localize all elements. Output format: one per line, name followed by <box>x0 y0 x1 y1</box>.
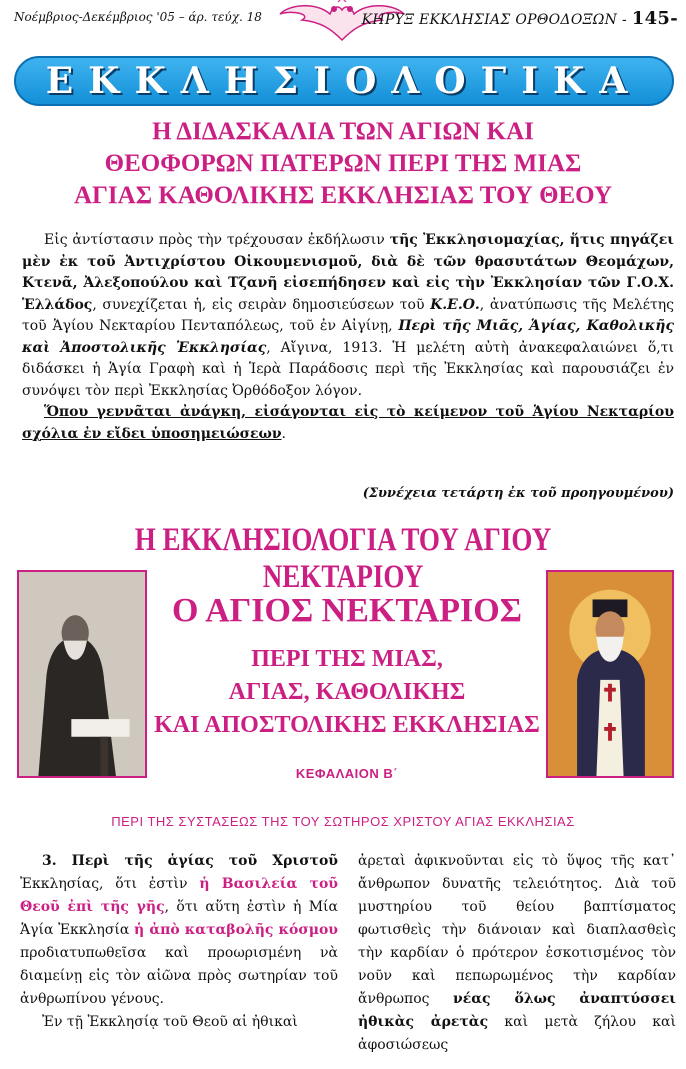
intro-text-run: , ἀνατύπωσις τῆς Μελέτης τοῦ Ἁγίου Νεκταρίου Πενταπόλεως, τοῦ ἐν Αἰγίνῃ, <box>22 296 674 334</box>
continuation-note: (Συνέχεια τετάρτη ἐκ τοῦ προηγουμένου) <box>362 486 674 501</box>
text-run: ἀρεταὶ ἀφικνοῦνται εἰς τὸ ὕψος τῆς κατ᾽ ἄνθρωπον δυνατῆς τελειότητος. Διὰ τοῦ μυστηρίου τοῦ θείου βαπτίσματος φωτισθεὶς τὴν διάνοιαν καὶ διαπλασθεὶς τὴν καρδίαν ὁ πρότερον ἐσκοτισμένος τὸν νοῦν καὶ πεπωρωμένος τὴν καρδίαν ἄνθρωπος <box>358 853 676 1007</box>
text-run: Ἐκκλησίας, ὅτι ἐστὶν <box>20 876 200 892</box>
column-left <box>20 850 338 1034</box>
page-number: 145- <box>631 8 678 29</box>
journal-header: ΚΗΡΥΞ ΕΚΚΛΗΣΙΑΣ ΟΡΘΟΔΟΞΩΝ - 145- <box>361 8 678 29</box>
saint-title: Ο ΑΓΙΟΣ ΝΕΚΤΑΡΙΟΣ <box>172 592 522 629</box>
intro-text-run: Εἰς ἀντίστασιν πρὸς τὴν τρέχουσαν ἐκδήλωσιν <box>44 232 390 248</box>
paragraph-heading: 3. Περὶ τῆς ἁγίας τοῦ Χριστοῦ <box>42 853 338 869</box>
journal-name: ΚΗΡΥΞ ΕΚΚΛΗΣΙΑΣ ΟΡΘΟΔΟΞΩΝ <box>361 12 618 28</box>
section-banner <box>14 56 674 106</box>
subtitle-line: ΑΓΙΑΣ, ΚΑΘΟΛΙΚΗΣ <box>228 679 466 705</box>
issue-info: Νοέμβριος-Δεκέμβριος '05 – άρ. τεύχ. 18 <box>14 10 262 24</box>
note-text: Ὅπου γεννᾶται ἀνάγκη, εἰσάγονται εἰς τὸ κείμενον τοῦ Ἁγίου Νεκταρίου σχόλια ἐν εἴδει ὑποσημειώσεων <box>22 404 674 442</box>
saint-icon-image <box>546 570 674 778</box>
section-title: Η ΕΚΚΛΗΣΙΟΛΟΓΙΑ ΤΟΥ ΑΓΙΟΥ ΝΕΚΤΑΡΙΟΥ <box>134 522 552 595</box>
highlight-text: ἡ ἀπὸ καταβολῆς κόσμου <box>134 922 338 938</box>
article-title <box>10 116 676 212</box>
chapter-title: ΠΕΡΙ ΤΗΣ ΣΥΣΤΑΣΕΩΣ ΤΗΣ ΤΟΥ ΣΩΤΗΡΟΣ ΧΡΙΣΤΟΥ ΑΓΙΑΣ ΕΚΚΛΗΣΙΑΣ <box>111 814 575 829</box>
paragraph <box>20 850 338 1011</box>
column-right <box>358 850 676 1057</box>
text-run: , ὅτι αὕτη ἐστὶν ἡ Μία Ἁγία Ἐκκλησία <box>20 899 338 938</box>
note-paragraph <box>22 402 674 445</box>
paragraph <box>358 850 676 1057</box>
highlight-text: ἡ Βασιλεία τοῦ Θεοῦ ἐπὶ τῆς γῆς <box>20 876 338 915</box>
intro-text-run: , Αἴγινα, 1913. Ἡ μελέτη αὐτὴ ἀνακεφαλαιώνει ὅ,τι διδάσκει ἡ Ἁγία Γραφὴ καὶ ἡ Ἱερὰ Παράδοσις περὶ τῆς Ἐκκλησίας καὶ παρουσιάζει ἐν συνόψει τὸν περὶ Ἐκκλησίας Ὀρθόδοξον λόγον. <box>22 339 674 399</box>
saint-photo <box>17 570 147 778</box>
intro-bold-run: τῆς Ἐκκλησιομαχίας, ἥτις πηγάζει μὲν ἐκ τοῦ Ἀντιχρίστου Οἰκουμενισμοῦ, διὰ δὲ τῶν θρασυτάτων Θεομάχων, Κτενᾶ, Ἀλεξοπούλου καὶ Τζανῆ εἰσεπήδησεν καὶ εἰς τὴν Ἐκκλησίαν τῶν Γ.Ο.Χ. Ἑλλάδος <box>22 232 674 313</box>
title-line: Η ΔΙΔΑΣΚΑΛΙΑ ΤΩΝ ΑΓΙΩΝ ΚΑΙ <box>152 118 534 145</box>
banner-text: ΕΚΚΛΗΣΙΟΛΟΓΙΚΑ <box>45 60 643 102</box>
intro-text <box>22 230 674 445</box>
title-line: ΘΕΟΦΟΡΩΝ ΠΑΤΕΡΩΝ ΠΕΡΙ ΤΗΣ ΜΙΑΣ <box>104 150 582 177</box>
intro-paragraph <box>22 230 674 402</box>
bold-text: νέας ὅλως ἀναπτύσσει ἠθικὰς ἀρετὰς <box>358 991 676 1030</box>
text-run: καὶ μετὰ ζήλου καὶ ἀφοσιώσεως <box>358 1014 676 1053</box>
text-run: προδιατυπωθεῖσα καὶ προωρισμένη νὰ διαμείνῃ εἰς τὸν αἰῶνα πρὸς σωτηρίαν τοῦ ἀνθρωπίνου γένους. <box>20 945 338 1007</box>
keo-abbrev: Κ.Ε.Ο. <box>430 296 480 313</box>
study-title: Περὶ τῆς Μιᾶς, Ἁγίας, Καθολικῆς καὶ Ἀποστολικῆς Ἐκκλησίας <box>22 318 674 356</box>
paragraph: Ἐν τῇ Ἐκκλησίᾳ τοῦ Θεοῦ αἱ ἠθικαὶ <box>42 1014 298 1030</box>
saint-subtitle <box>150 643 544 742</box>
title-line: ΑΓΙΑΣ ΚΑΘΟΛΙΚΗΣ ΕΚΚΛΗΣΙΑΣ ΤΟΥ ΘΕΟΥ <box>73 182 613 209</box>
subtitle-line: ΠΕΡΙ ΤΗΣ ΜΙΑΣ, <box>251 646 443 672</box>
chapter-label: ΚΕΦΑΛΑΙΟΝ Β΄ <box>295 766 399 781</box>
note-end: . <box>281 425 286 442</box>
intro-text-run: , συνεχίζεται ἡ, εἰς σειρὰν δημοσιεύσεων τοῦ <box>92 296 431 313</box>
subtitle-line: ΚΑΙ ΑΠΟΣΤΟΛΙΚΗΣ ΕΚΚΛΗΣΙΑΣ <box>154 712 540 738</box>
